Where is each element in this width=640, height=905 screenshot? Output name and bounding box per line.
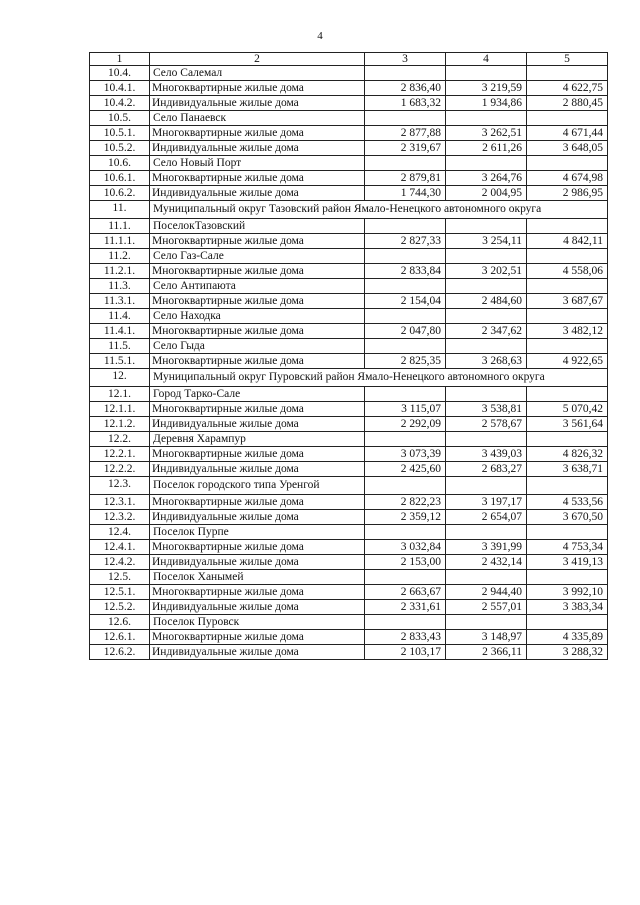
value-col5: 3 687,67: [527, 294, 608, 309]
empty-cell: [365, 432, 446, 447]
value-col5: 3 561,64: [527, 417, 608, 432]
empty-cell: [527, 249, 608, 264]
value-col3: 2 153,00: [365, 555, 446, 570]
value-col5: 2 880,45: [527, 96, 608, 111]
table-row: [90, 402, 608, 417]
empty-cell: [527, 525, 608, 540]
value-col5: 3 992,10: [527, 585, 608, 600]
section-title: Муниципальный округ Пуровский район Ямало-Ненецкого автономного округа: [150, 369, 608, 387]
value-col3: 2 425,60: [365, 462, 446, 477]
table-row: [90, 555, 608, 570]
row-name: Поселок Пурпе: [150, 525, 365, 540]
value-col4: 3 197,17: [446, 495, 527, 510]
row-code: 10.5.1.: [90, 126, 150, 141]
value-col4: 2 611,26: [446, 141, 527, 156]
value-col5: 4 622,75: [527, 81, 608, 96]
empty-cell: [365, 339, 446, 354]
table-row: [90, 96, 608, 111]
empty-cell: [446, 525, 527, 540]
column-header: 5: [527, 53, 608, 66]
table-row: [90, 81, 608, 96]
value-col4: 2 432,14: [446, 555, 527, 570]
place-row: [90, 570, 608, 585]
empty-cell: [365, 477, 446, 495]
row-code: 12.2.: [90, 432, 150, 447]
place-row: [90, 249, 608, 264]
row-code: 12.4.: [90, 525, 150, 540]
value-col4: 3 262,51: [446, 126, 527, 141]
row-name: Многоквартирные жилые дома: [150, 540, 365, 555]
row-name: Село Газ-Сале: [150, 249, 365, 264]
value-col4: 3 148,97: [446, 630, 527, 645]
row-name: Многоквартирные жилые дома: [150, 264, 365, 279]
row-name: Индивидуальные жилые дома: [150, 462, 365, 477]
place-row: [90, 525, 608, 540]
empty-cell: [365, 249, 446, 264]
table-body: [90, 53, 608, 660]
value-col4: 2 578,67: [446, 417, 527, 432]
row-name: Индивидуальные жилые дома: [150, 645, 365, 660]
row-code: 12.3.2.: [90, 510, 150, 525]
empty-cell: [365, 387, 446, 402]
value-col4: 2 683,27: [446, 462, 527, 477]
section-title: Поселок городского типа Уренгой: [150, 477, 365, 495]
row-code: 11.2.1.: [90, 264, 150, 279]
row-code: 12.3.1.: [90, 495, 150, 510]
empty-cell: [446, 279, 527, 294]
table-row: [90, 600, 608, 615]
table-row: [90, 630, 608, 645]
table-row: [90, 171, 608, 186]
empty-cell: [527, 432, 608, 447]
value-col4: 3 254,11: [446, 234, 527, 249]
cost-table: [89, 52, 608, 660]
value-col3: 2 663,67: [365, 585, 446, 600]
value-col3: 2 879,81: [365, 171, 446, 186]
value-col5: 3 419,13: [527, 555, 608, 570]
table-row: [90, 495, 608, 510]
row-name: Многоквартирные жилые дома: [150, 402, 365, 417]
row-name: Индивидуальные жилые дома: [150, 417, 365, 432]
empty-cell: [446, 66, 527, 81]
empty-cell: [527, 279, 608, 294]
place-row: [90, 66, 608, 81]
place-row: [90, 387, 608, 402]
value-col4: 3 439,03: [446, 447, 527, 462]
value-col3: 2 047,80: [365, 324, 446, 339]
empty-cell: [527, 309, 608, 324]
row-name: Многоквартирные жилые дома: [150, 234, 365, 249]
value-col5: 4 674,98: [527, 171, 608, 186]
value-col3: 2 319,67: [365, 141, 446, 156]
value-col4: 2 004,95: [446, 186, 527, 201]
empty-cell: [446, 219, 527, 234]
row-code: 12.4.2.: [90, 555, 150, 570]
value-col5: 3 648,05: [527, 141, 608, 156]
row-code: 12.5.: [90, 570, 150, 585]
row-name: Индивидуальные жилые дома: [150, 555, 365, 570]
row-name: Многоквартирные жилые дома: [150, 495, 365, 510]
row-name: Город Тарко-Сале: [150, 387, 365, 402]
page-number: 4: [317, 30, 323, 42]
row-name: Многоквартирные жилые дома: [150, 294, 365, 309]
row-code: 10.4.: [90, 66, 150, 81]
row-code: 12.1.2.: [90, 417, 150, 432]
value-col5: 3 670,50: [527, 510, 608, 525]
empty-cell: [365, 219, 446, 234]
table-row: [90, 645, 608, 660]
column-header: 4: [446, 53, 527, 66]
table-header-row: [90, 53, 608, 66]
row-code: 11.: [90, 201, 150, 219]
row-code: 10.6.1.: [90, 171, 150, 186]
empty-cell: [446, 339, 527, 354]
table-row: [90, 354, 608, 369]
empty-cell: [365, 66, 446, 81]
value-col5: 4 826,32: [527, 447, 608, 462]
empty-cell: [527, 219, 608, 234]
empty-cell: [365, 279, 446, 294]
table-row: [90, 447, 608, 462]
value-col3: 2 292,09: [365, 417, 446, 432]
table-row: [90, 126, 608, 141]
column-header: 3: [365, 53, 446, 66]
value-col4: 3 268,63: [446, 354, 527, 369]
row-code: 12.1.1.: [90, 402, 150, 417]
value-col4: 1 934,86: [446, 96, 527, 111]
value-col3: 2 825,35: [365, 354, 446, 369]
row-code: 11.3.1.: [90, 294, 150, 309]
value-col4: 2 654,07: [446, 510, 527, 525]
value-col3: 2 827,33: [365, 234, 446, 249]
table-row: [90, 585, 608, 600]
row-code: 11.5.: [90, 339, 150, 354]
value-col3: 2 154,04: [365, 294, 446, 309]
value-col4: 3 202,51: [446, 264, 527, 279]
value-col5: 4 335,89: [527, 630, 608, 645]
value-col3: 2 833,43: [365, 630, 446, 645]
value-col3: 2 103,17: [365, 645, 446, 660]
row-code: 12.3.: [90, 477, 150, 495]
row-name: Многоквартирные жилые дома: [150, 354, 365, 369]
value-col3: 2 822,23: [365, 495, 446, 510]
row-code: 12.2.1.: [90, 447, 150, 462]
row-name: Многоквартирные жилые дома: [150, 171, 365, 186]
empty-cell: [527, 339, 608, 354]
value-col4: 2 347,62: [446, 324, 527, 339]
place-row: [90, 111, 608, 126]
empty-cell: [365, 111, 446, 126]
value-col3: 3 032,84: [365, 540, 446, 555]
row-code: 11.2.: [90, 249, 150, 264]
table-row: [90, 186, 608, 201]
row-name: Село Новый Порт: [150, 156, 365, 171]
empty-cell: [365, 570, 446, 585]
empty-cell: [446, 156, 527, 171]
place-row: [90, 156, 608, 171]
row-code: 12.1.: [90, 387, 150, 402]
empty-cell: [527, 477, 608, 495]
place-row: [90, 432, 608, 447]
value-col3: 1 683,32: [365, 96, 446, 111]
place-row: [90, 279, 608, 294]
value-col4: 3 264,76: [446, 171, 527, 186]
value-col3: 2 836,40: [365, 81, 446, 96]
value-col5: 3 638,71: [527, 462, 608, 477]
row-name: Индивидуальные жилые дома: [150, 96, 365, 111]
section-row: [90, 201, 608, 219]
row-code: 10.5.: [90, 111, 150, 126]
row-code: 11.4.: [90, 309, 150, 324]
section-row: [90, 477, 608, 495]
value-col3: 2 331,61: [365, 600, 446, 615]
empty-cell: [365, 615, 446, 630]
row-name: ПоселокТазовский: [150, 219, 365, 234]
row-code: 12.: [90, 369, 150, 387]
value-col5: 4 842,11: [527, 234, 608, 249]
value-col3: 3 073,39: [365, 447, 446, 462]
row-code: 12.6.: [90, 615, 150, 630]
row-code: 11.4.1.: [90, 324, 150, 339]
value-col3: 3 115,07: [365, 402, 446, 417]
value-col5: 4 671,44: [527, 126, 608, 141]
empty-cell: [446, 432, 527, 447]
row-code: 12.5.2.: [90, 600, 150, 615]
row-code: 12.2.2.: [90, 462, 150, 477]
empty-cell: [527, 111, 608, 126]
value-col4: 3 391,99: [446, 540, 527, 555]
place-row: [90, 615, 608, 630]
empty-cell: [527, 66, 608, 81]
table-row: [90, 234, 608, 249]
row-code: 12.5.1.: [90, 585, 150, 600]
value-col3: 2 833,84: [365, 264, 446, 279]
row-name: Многоквартирные жилые дома: [150, 585, 365, 600]
row-name: Село Панаевск: [150, 111, 365, 126]
row-name: Деревня Харампур: [150, 432, 365, 447]
row-name: Село Антипаюта: [150, 279, 365, 294]
empty-cell: [527, 570, 608, 585]
table-row: [90, 462, 608, 477]
value-col5: 3 383,34: [527, 600, 608, 615]
row-code: 10.6.: [90, 156, 150, 171]
empty-cell: [365, 156, 446, 171]
place-row: [90, 339, 608, 354]
value-col5: 3 482,12: [527, 324, 608, 339]
value-col5: 3 288,32: [527, 645, 608, 660]
row-name: Многоквартирные жилые дома: [150, 447, 365, 462]
row-name: Поселок Ханымей: [150, 570, 365, 585]
empty-cell: [527, 156, 608, 171]
table-row: [90, 294, 608, 309]
empty-cell: [527, 615, 608, 630]
row-code: 10.5.2.: [90, 141, 150, 156]
row-code: 12.6.1.: [90, 630, 150, 645]
value-col3: 2 877,88: [365, 126, 446, 141]
value-col4: 3 538,81: [446, 402, 527, 417]
empty-cell: [446, 387, 527, 402]
row-name: Село Салемал: [150, 66, 365, 81]
value-col5: 4 558,06: [527, 264, 608, 279]
empty-cell: [446, 249, 527, 264]
row-name: Поселок Пуровск: [150, 615, 365, 630]
empty-cell: [446, 477, 527, 495]
value-col4: 2 944,40: [446, 585, 527, 600]
column-header: 2: [150, 53, 365, 66]
row-code: 12.4.1.: [90, 540, 150, 555]
row-name: Индивидуальные жилые дома: [150, 600, 365, 615]
table-row: [90, 324, 608, 339]
row-code: 10.4.1.: [90, 81, 150, 96]
row-code: 11.1.: [90, 219, 150, 234]
row-code: 12.6.2.: [90, 645, 150, 660]
value-col5: 2 986,95: [527, 186, 608, 201]
row-code: 10.6.2.: [90, 186, 150, 201]
row-name: Многоквартирные жилые дома: [150, 324, 365, 339]
value-col3: 1 744,30: [365, 186, 446, 201]
value-col4: 2 484,60: [446, 294, 527, 309]
row-name: Село Находка: [150, 309, 365, 324]
table-row: [90, 264, 608, 279]
row-name: Индивидуальные жилые дома: [150, 510, 365, 525]
table-row: [90, 417, 608, 432]
empty-cell: [446, 615, 527, 630]
value-col5: 4 753,34: [527, 540, 608, 555]
place-row: [90, 309, 608, 324]
row-code: 10.4.2.: [90, 96, 150, 111]
place-row: [90, 219, 608, 234]
section-title: Муниципальный округ Тазовский район Ямало-Ненецкого автономного округа: [150, 201, 608, 219]
row-name: Многоквартирные жилые дома: [150, 81, 365, 96]
row-name: Индивидуальные жилые дома: [150, 186, 365, 201]
row-name: Индивидуальные жилые дома: [150, 141, 365, 156]
value-col3: 2 359,12: [365, 510, 446, 525]
value-col4: 2 366,11: [446, 645, 527, 660]
empty-cell: [365, 309, 446, 324]
empty-cell: [527, 387, 608, 402]
row-code: 11.1.1.: [90, 234, 150, 249]
value-col5: 5 070,42: [527, 402, 608, 417]
row-code: 11.3.: [90, 279, 150, 294]
value-col4: 3 219,59: [446, 81, 527, 96]
row-name: Многоквартирные жилые дома: [150, 126, 365, 141]
row-name: Село Гыда: [150, 339, 365, 354]
table-row: [90, 510, 608, 525]
section-row: [90, 369, 608, 387]
value-col5: 4 533,56: [527, 495, 608, 510]
table-row: [90, 141, 608, 156]
column-header: 1: [90, 53, 150, 66]
value-col4: 2 557,01: [446, 600, 527, 615]
row-code: 11.5.1.: [90, 354, 150, 369]
table-row: [90, 540, 608, 555]
empty-cell: [446, 309, 527, 324]
empty-cell: [446, 570, 527, 585]
empty-cell: [446, 111, 527, 126]
value-col5: 4 922,65: [527, 354, 608, 369]
row-name: Многоквартирные жилые дома: [150, 630, 365, 645]
empty-cell: [365, 525, 446, 540]
